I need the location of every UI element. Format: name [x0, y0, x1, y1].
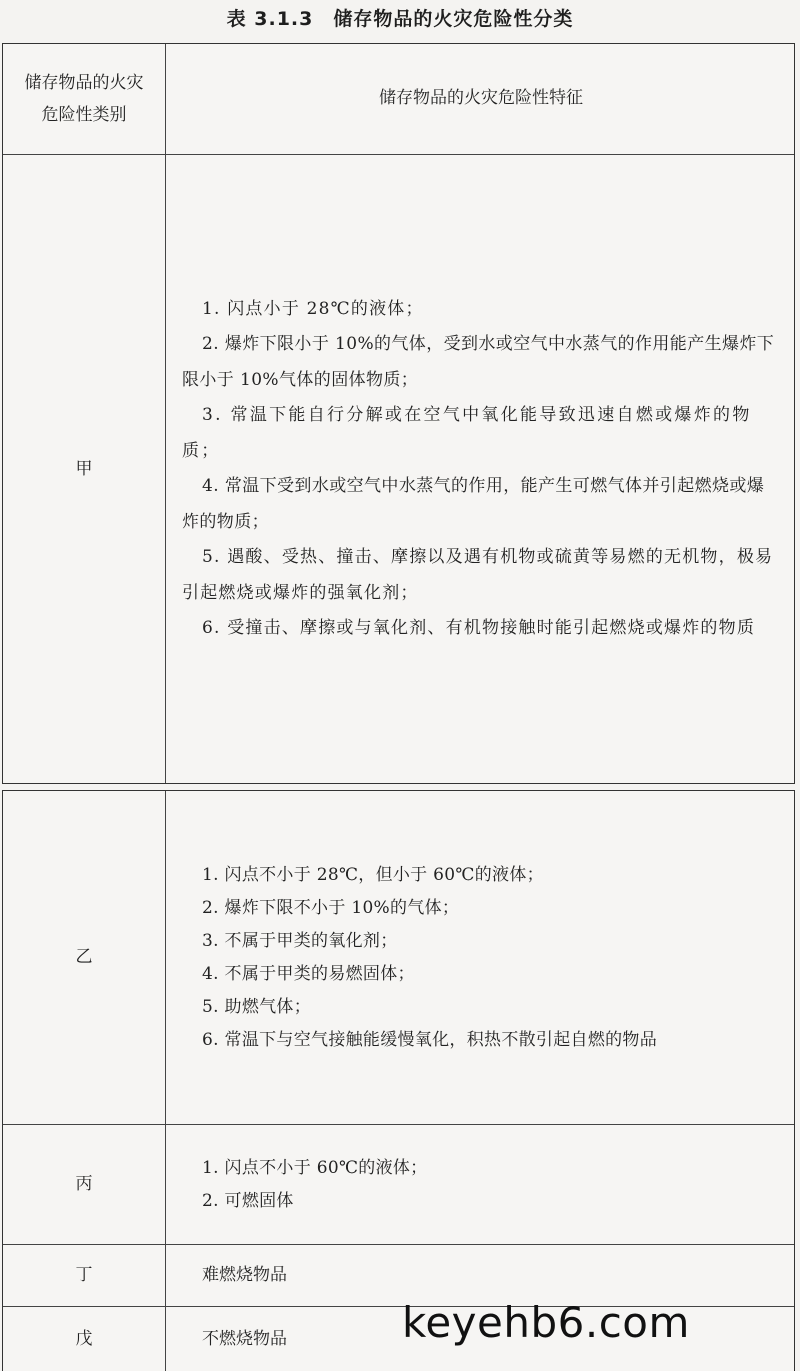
table-caption: 表 3.1.3 储存物品的火灾危险性分类 — [226, 8, 574, 30]
header-category-line1: 储存物品的火灾 — [24, 72, 144, 93]
feature-item: 6. 受撞击、摩擦或与氧化剂、有机物接触时能引起燃烧或爆炸的物质 — [202, 618, 756, 638]
feature-item: 4. 常温下受到水或空气中水蒸气的作用，能产生可燃气体并引起燃烧或爆炸的物质； — [182, 476, 765, 532]
site-watermark: keyehb6.com — [402, 1298, 690, 1347]
table-part-2 — [2, 790, 795, 1371]
features-cell — [166, 1125, 794, 1244]
header-category-line2: 危险性类别 — [41, 105, 127, 125]
category-cell: 甲 — [3, 155, 166, 783]
features-cell — [166, 791, 794, 1124]
table-part-1 — [2, 43, 795, 784]
feature-item: 2. 爆炸下限不小于 10%的气体； — [202, 897, 460, 918]
feature-item: 5. 助燃气体； — [202, 996, 312, 1017]
table-header-row — [3, 44, 794, 154]
features-cell — [166, 1245, 794, 1306]
feature-item: 1. 闪点不小于 60℃的液体； — [202, 1157, 428, 1178]
header-feature-cell — [166, 44, 794, 154]
table-row-bing — [3, 1124, 794, 1244]
table-row-ding — [3, 1244, 794, 1306]
category-cell: 丙 — [3, 1125, 166, 1244]
table-row-jia — [3, 154, 794, 783]
feature-item: 2. 可燃固体 — [202, 1190, 294, 1211]
feature-item: 4. 不属于甲类的易燃固体； — [202, 963, 415, 984]
feature-item: 3. 常温下能自行分解或在空气中氧化能导致迅速自燃或爆炸的物质； — [182, 405, 752, 461]
feature-item: 2. 爆炸下限小于 10%的气体，受到水或空气中水蒸气的作用能产生爆炸下限小于 10%气体的固体物质； — [182, 334, 775, 390]
feature-item: 不燃烧物品 — [202, 1328, 287, 1349]
header-feature-label: 储存物品的火灾危险性特征 — [379, 88, 583, 109]
feature-item: 5. 遇酸、受热、撞击、摩擦以及遇有机物或硫黄等易燃的无机物，极易引起燃烧或爆炸的强氧化剂； — [182, 547, 774, 603]
feature-item: 难燃烧物品 — [202, 1264, 287, 1285]
features-cell — [166, 155, 794, 783]
feature-item: 1. 闪点不小于 28℃，但小于 60℃的液体； — [202, 864, 544, 885]
category-cell: 戊 — [3, 1307, 166, 1371]
table-row-yi — [3, 791, 794, 1124]
header-category-cell — [3, 44, 166, 154]
feature-item: 1. 闪点小于 28℃的液体； — [202, 298, 424, 319]
feature-item: 6. 常温下与空气接触能缓慢氧化，积热不散引起自燃的物品 — [202, 1029, 658, 1050]
category-cell: 丁 — [3, 1245, 166, 1306]
feature-item: 3. 不属于甲类的氧化剂； — [202, 930, 398, 951]
category-cell: 乙 — [3, 791, 166, 1124]
